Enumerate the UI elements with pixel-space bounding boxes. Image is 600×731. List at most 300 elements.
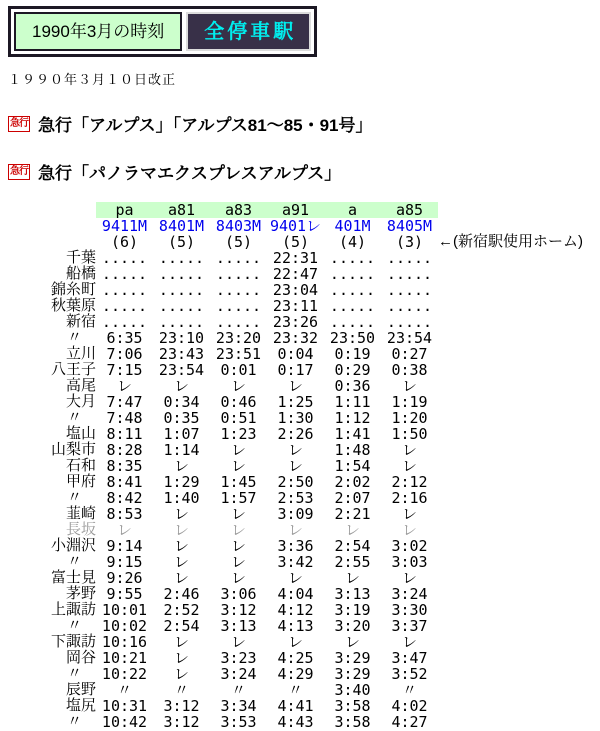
station-name: 富士見 [50, 569, 96, 586]
time-cell: 1:40 [163, 489, 200, 507]
time-cell: ..... [329, 297, 376, 315]
time-cell: 4:13 [277, 617, 314, 635]
time-cell: 0:34 [163, 393, 200, 411]
station-name: 八王子 [50, 361, 96, 378]
station-name: 立川 [65, 345, 96, 362]
station-name: 船橋 [65, 265, 96, 282]
time-cell: ..... [329, 249, 376, 267]
station-name: 下諏訪 [50, 633, 96, 650]
row-spacer [438, 250, 583, 266]
timetable-row [8, 554, 583, 570]
row-spacer [438, 506, 583, 522]
time-cell: 3:12 [163, 713, 200, 731]
time-cell: ..... [329, 265, 376, 283]
platform-number: (5) [281, 233, 310, 251]
row-spacer [438, 538, 583, 554]
time-cell: 1:29 [163, 473, 200, 491]
time-cell: ..... [158, 281, 205, 299]
timetable-row [8, 490, 583, 506]
time-cell: 1:48 [334, 441, 371, 459]
timetable-row [8, 314, 583, 330]
timetable-row [8, 602, 583, 618]
timetable-row [8, 618, 583, 634]
express-badge-icon: 急行 [8, 164, 30, 180]
station-name: 錦糸町 [50, 281, 96, 298]
time-cell: 23:04 [272, 281, 319, 299]
time-cell: 3:13 [220, 617, 257, 635]
column-code: a91 [267, 202, 324, 218]
time-cell: レ [173, 569, 189, 587]
column-code: a85 [381, 202, 438, 218]
time-cell: 8:35 [106, 457, 143, 475]
time-cell: 3:02 [391, 537, 428, 555]
station-name: 〃 [66, 617, 82, 634]
row-spacer [438, 650, 583, 666]
time-cell: 2:02 [334, 473, 371, 491]
time-cell: 23:20 [215, 329, 262, 347]
time-cell: ..... [386, 313, 433, 331]
time-cell: 3:58 [334, 713, 371, 731]
time-cell: 4:29 [277, 665, 314, 683]
time-cell: 1:45 [220, 473, 257, 491]
time-cell: 2:50 [277, 473, 314, 491]
time-cell: 3:58 [334, 697, 371, 715]
time-cell: 8:28 [106, 441, 143, 459]
time-cell: 2:54 [163, 617, 200, 635]
time-cell: 8:11 [106, 425, 143, 443]
time-cell: 9:14 [106, 537, 143, 555]
row-spacer [438, 458, 583, 474]
column-code: a81 [153, 202, 210, 218]
timetable-row [8, 458, 583, 474]
time-cell: 〃 [173, 681, 189, 699]
time-cell: 9:15 [106, 553, 143, 571]
time-cell: 1:25 [277, 393, 314, 411]
time-cell: レ [287, 377, 303, 395]
station-name: 秋葉原 [50, 297, 96, 314]
time-cell: レ [401, 633, 417, 651]
time-cell: 10:31 [101, 697, 148, 715]
row-spacer [438, 442, 583, 458]
time-cell: ..... [101, 265, 148, 283]
time-cell: 3:53 [220, 713, 257, 731]
time-cell: レ [230, 633, 246, 651]
column-code: a [324, 202, 381, 218]
time-cell: 1:19 [391, 393, 428, 411]
timetable-header [8, 202, 583, 250]
station-name: 〃 [66, 329, 82, 346]
time-cell: ..... [215, 281, 262, 299]
platform-number: (6) [110, 233, 139, 251]
header-spacer [438, 218, 583, 234]
time-cell: 0:01 [220, 361, 257, 379]
time-cell: 23:32 [272, 329, 319, 347]
time-cell: 2:46 [163, 585, 200, 603]
train-heading-alps-text: 急行「アルプス」「アルプス81～85・91号」 [38, 116, 373, 135]
time-cell: 〃 [401, 681, 417, 699]
time-cell: 2:12 [391, 473, 428, 491]
time-cell: 〃 [287, 681, 303, 699]
time-cell: レ [173, 377, 189, 395]
time-cell: ..... [329, 281, 376, 299]
time-cell: ..... [215, 297, 262, 315]
train-heading-panorama [8, 159, 592, 184]
time-cell: ..... [158, 265, 205, 283]
time-cell: 2:52 [163, 601, 200, 619]
time-cell: レ [230, 521, 246, 539]
time-cell: 0:27 [391, 345, 428, 363]
time-cell: レ [401, 569, 417, 587]
timetable-row [8, 282, 583, 298]
timetable-row [8, 426, 583, 442]
time-cell: 3:24 [391, 585, 428, 603]
time-cell: 23:11 [272, 297, 319, 315]
time-cell: ..... [101, 281, 148, 299]
time-cell: 〃 [116, 681, 132, 699]
time-cell: 0:17 [277, 361, 314, 379]
time-cell: レ [230, 441, 246, 459]
time-cell: 3:24 [220, 665, 257, 683]
time-cell: レ [401, 521, 417, 539]
timetable-row [8, 538, 583, 554]
time-cell: 3:29 [334, 649, 371, 667]
station-name: 山梨市 [50, 441, 96, 458]
row-spacer [438, 570, 583, 586]
time-cell: 4:27 [391, 713, 428, 731]
train-number: 8403M [215, 217, 262, 235]
station-name: 〃 [66, 489, 82, 506]
row-spacer [438, 490, 583, 506]
time-cell: 9:55 [106, 585, 143, 603]
time-cell: ..... [215, 265, 262, 283]
platform-number: (5) [167, 233, 196, 251]
time-cell: 3:20 [334, 617, 371, 635]
timetable-row [8, 586, 583, 602]
time-cell: 6:35 [106, 329, 143, 347]
time-cell: レ [173, 457, 189, 475]
time-cell: ..... [215, 313, 262, 331]
time-cell: レ [173, 553, 189, 571]
time-cell: レ [230, 505, 246, 523]
station-name: 大月 [65, 393, 96, 410]
time-cell: 10:16 [101, 633, 148, 651]
time-cell: レ [173, 505, 189, 523]
time-cell: ..... [158, 313, 205, 331]
time-cell: 23:43 [158, 345, 205, 363]
time-cell: 0:19 [334, 345, 371, 363]
column-code: pa [96, 202, 153, 218]
time-cell: レ [344, 521, 360, 539]
time-cell: 8:41 [106, 473, 143, 491]
time-cell: レ [287, 457, 303, 475]
express-badge-icon: 急行 [8, 116, 30, 132]
timetable-row [8, 666, 583, 682]
time-cell: レ [230, 569, 246, 587]
time-cell: 23:54 [158, 361, 205, 379]
time-cell: 0:51 [220, 409, 257, 427]
row-spacer [438, 282, 583, 298]
time-cell: 4:12 [277, 601, 314, 619]
timetable [8, 202, 583, 730]
time-cell: 10:01 [101, 601, 148, 619]
station-name: 岡谷 [65, 649, 96, 666]
time-cell: レ [173, 537, 189, 555]
tab-all-stations-active[interactable]: 全停車駅 [186, 12, 311, 51]
timetable-row [8, 346, 583, 362]
time-cell: 7:15 [106, 361, 143, 379]
platform-number: (5) [224, 233, 253, 251]
row-spacer [438, 682, 583, 698]
time-cell: 9:26 [106, 569, 143, 587]
time-cell: レ [344, 633, 360, 651]
time-cell: 3:30 [391, 601, 428, 619]
time-cell: 23:54 [386, 329, 433, 347]
station-name: 塩山 [65, 425, 96, 442]
time-cell: 3:23 [220, 649, 257, 667]
row-spacer [438, 714, 583, 730]
time-cell: レ [230, 537, 246, 555]
time-cell: 4:04 [277, 585, 314, 603]
time-cell: 7:47 [106, 393, 143, 411]
time-cell: 1:14 [163, 441, 200, 459]
time-cell: 4:41 [277, 697, 314, 715]
row-spacer [438, 378, 583, 394]
time-cell: 23:10 [158, 329, 205, 347]
time-cell: レ [173, 521, 189, 539]
row-spacer [438, 266, 583, 282]
timetable-row [8, 714, 583, 730]
time-cell: 1:20 [391, 409, 428, 427]
timetable-row [8, 698, 583, 714]
time-cell: 1:54 [334, 457, 371, 475]
row-spacer [438, 554, 583, 570]
row-spacer [438, 330, 583, 346]
time-cell: 1:23 [220, 425, 257, 443]
time-cell: レ [344, 569, 360, 587]
time-cell: ..... [101, 249, 148, 267]
platform-note: ←(新宿駅使用ホーム) [438, 233, 583, 250]
train-heading-panorama-text: 急行「パノラマエクスプレスアルプス」 [38, 164, 342, 183]
time-cell: 2:21 [334, 505, 371, 523]
time-cell: ..... [101, 313, 148, 331]
header-spacer [8, 218, 96, 234]
station-name: 塩尻 [65, 697, 96, 714]
time-cell: レ [116, 377, 132, 395]
train-heading-alps [8, 111, 592, 136]
time-cell: 3:19 [334, 601, 371, 619]
time-cell: ..... [386, 265, 433, 283]
station-name: 小淵沢 [50, 537, 96, 554]
time-cell: ..... [215, 249, 262, 267]
time-cell: レ [287, 569, 303, 587]
time-cell: レ [230, 553, 246, 571]
time-cell: 1:50 [391, 425, 428, 443]
station-name: 千葉 [65, 249, 96, 266]
time-cell: 22:47 [272, 265, 319, 283]
station-name: 茅野 [65, 585, 96, 602]
time-cell: レ [401, 457, 417, 475]
train-number: 8401M [158, 217, 205, 235]
time-cell: ..... [158, 249, 205, 267]
time-cell: 3:36 [277, 537, 314, 555]
time-cell: ..... [101, 297, 148, 315]
train-number: 8405M [386, 217, 433, 235]
row-spacer [438, 426, 583, 442]
time-cell: 2:55 [334, 553, 371, 571]
row-spacer [438, 362, 583, 378]
time-cell: 7:48 [106, 409, 143, 427]
header-spacer [438, 202, 583, 218]
station-name: 〃 [66, 409, 82, 426]
station-name: 石和 [65, 457, 96, 474]
timetable-row [8, 522, 583, 538]
time-cell: 0:46 [220, 393, 257, 411]
time-cell: 0:36 [334, 377, 371, 395]
time-cell: レ [401, 377, 417, 395]
station-name: 甲府 [65, 473, 96, 490]
time-cell: 1:41 [334, 425, 371, 443]
time-cell: 23:26 [272, 313, 319, 331]
time-cell: 3:13 [334, 585, 371, 603]
time-cell: 0:35 [163, 409, 200, 427]
time-cell: レ [116, 521, 132, 539]
time-cell: 3:29 [334, 665, 371, 683]
station-name: 韮崎 [65, 505, 96, 522]
station-name: 新宿 [65, 313, 96, 330]
timetable-row [8, 506, 583, 522]
timetable-row [8, 474, 583, 490]
time-cell: 3:06 [220, 585, 257, 603]
row-spacer [438, 602, 583, 618]
time-cell: 1:57 [220, 489, 257, 507]
timetable-body [8, 250, 583, 730]
time-cell: 1:07 [163, 425, 200, 443]
row-spacer [438, 586, 583, 602]
time-cell: レ [287, 633, 303, 651]
time-cell: 1:30 [277, 409, 314, 427]
time-cell: ..... [158, 297, 205, 315]
time-cell: レ [173, 633, 189, 651]
time-cell: レ [173, 665, 189, 683]
row-spacer [438, 314, 583, 330]
time-cell: 3:52 [391, 665, 428, 683]
row-spacer [438, 666, 583, 682]
time-cell: レ [173, 649, 189, 667]
time-cell: 0:04 [277, 345, 314, 363]
time-cell: 3:40 [334, 681, 371, 699]
time-cell: 2:53 [277, 489, 314, 507]
train-number: 9401レ [269, 217, 322, 235]
time-cell: 3:12 [163, 697, 200, 715]
header-banner [8, 6, 317, 57]
time-cell: 1:11 [334, 393, 371, 411]
time-cell: 3:47 [391, 649, 428, 667]
row-spacer [438, 698, 583, 714]
timetable-row [8, 442, 583, 458]
time-cell: レ [287, 521, 303, 539]
timetable-row [8, 570, 583, 586]
time-cell: 〃 [230, 681, 246, 699]
train-number: 401M [334, 217, 371, 235]
column-code: a83 [210, 202, 267, 218]
time-cell: 10:21 [101, 649, 148, 667]
timetable-row [8, 362, 583, 378]
station-name: 〃 [66, 553, 82, 570]
time-cell: レ [401, 505, 417, 523]
time-cell: 3:09 [277, 505, 314, 523]
timetable-row [8, 634, 583, 650]
row-spacer [438, 298, 583, 314]
station-name: 長坂 [65, 521, 96, 538]
platform-number: (3) [395, 233, 424, 251]
time-cell: 4:02 [391, 697, 428, 715]
time-cell: 22:31 [272, 249, 319, 267]
station-name: 上諏訪 [50, 601, 96, 618]
time-cell: 0:29 [334, 361, 371, 379]
time-cell: レ [401, 441, 417, 459]
time-cell: 23:51 [215, 345, 262, 363]
time-cell: 3:34 [220, 697, 257, 715]
platform-number: (4) [338, 233, 367, 251]
time-cell: ..... [386, 297, 433, 315]
row-spacer [438, 410, 583, 426]
row-spacer [438, 394, 583, 410]
time-cell: レ [287, 441, 303, 459]
timetable-row [8, 650, 583, 666]
row-spacer [438, 474, 583, 490]
time-cell: 23:50 [329, 329, 376, 347]
time-cell: 2:16 [391, 489, 428, 507]
time-cell: ..... [329, 313, 376, 331]
time-cell: 10:22 [101, 665, 148, 683]
timetable-row [8, 298, 583, 314]
time-cell: 2:26 [277, 425, 314, 443]
train-number: 9411M [101, 217, 148, 235]
time-cell: 8:42 [106, 489, 143, 507]
timetable-row [8, 394, 583, 410]
station-name: 〃 [66, 665, 82, 682]
timetable-row [8, 682, 583, 698]
station-name: 高尾 [65, 377, 96, 394]
timetable-row [8, 378, 583, 394]
time-cell: 3:37 [391, 617, 428, 635]
time-cell: ..... [386, 249, 433, 267]
time-cell: 3:42 [277, 553, 314, 571]
time-cell: 0:38 [391, 361, 428, 379]
row-spacer [438, 346, 583, 362]
tab-march-1990-times[interactable]: 1990年3月の時刻 [14, 12, 182, 51]
time-cell: ..... [386, 281, 433, 299]
time-cell: 8:53 [106, 505, 143, 523]
time-cell: 4:43 [277, 713, 314, 731]
timetable-row [8, 330, 583, 346]
row-spacer [438, 634, 583, 650]
time-cell: 10:02 [101, 617, 148, 635]
row-spacer [438, 522, 583, 538]
time-cell: 10:42 [101, 713, 148, 731]
station-name: 辰野 [65, 681, 96, 698]
time-cell: 7:06 [106, 345, 143, 363]
header-spacer [8, 234, 96, 250]
time-cell: 2:07 [334, 489, 371, 507]
time-cell: 1:12 [334, 409, 371, 427]
time-cell: レ [230, 377, 246, 395]
revision-note: １９９０年３月１０日改正 [8, 72, 177, 87]
time-cell: 3:12 [220, 601, 257, 619]
time-cell: 4:25 [277, 649, 314, 667]
timetable-row [8, 410, 583, 426]
time-cell: レ [230, 457, 246, 475]
